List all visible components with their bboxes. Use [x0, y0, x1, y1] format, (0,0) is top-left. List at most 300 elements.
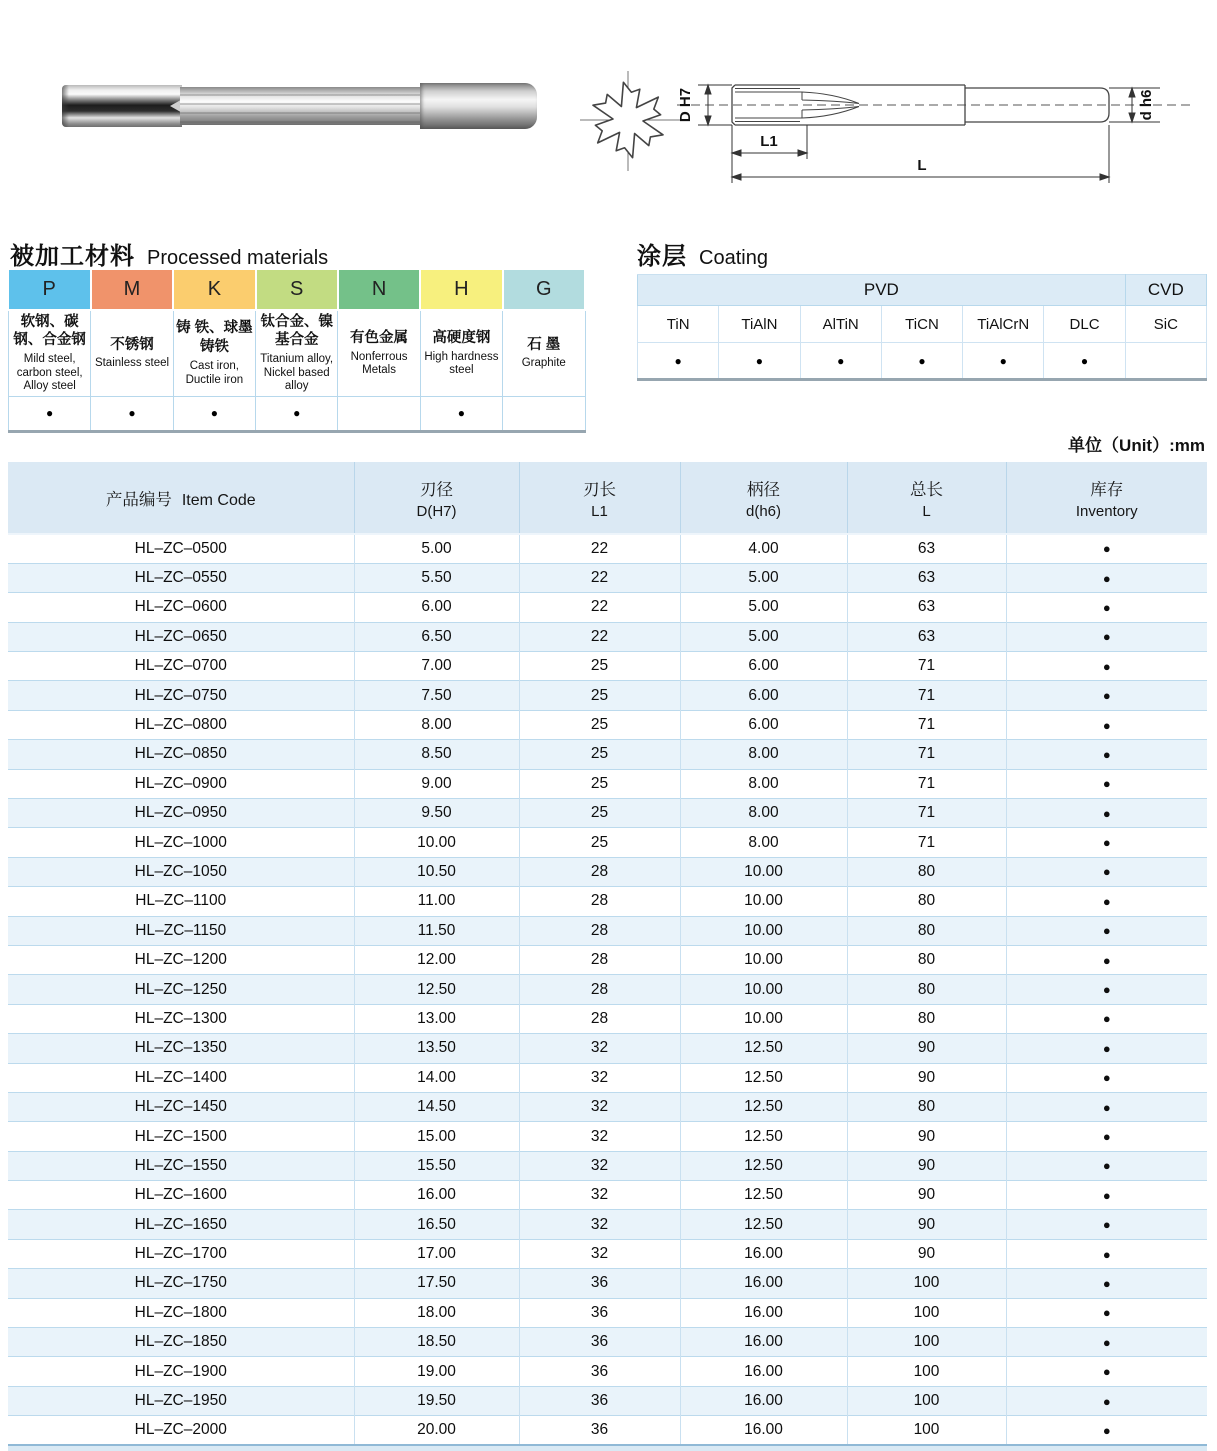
- material-desc-M: [91, 310, 173, 396]
- l-cell: 90: [847, 1239, 1006, 1268]
- l1-cell: 32: [519, 1034, 680, 1063]
- l-cell: 63: [847, 563, 1006, 592]
- d-h7-cell: 9.00: [354, 769, 519, 798]
- inventory-dot: ●: [1006, 799, 1207, 828]
- d-h7-cell: 7.00: [354, 652, 519, 681]
- d-h6-cell: 6.00: [680, 652, 847, 681]
- coating-section-title: [637, 236, 768, 271]
- table-row: [8, 1357, 1207, 1386]
- d-h6-cell: 10.00: [680, 1004, 847, 1033]
- l1-cell: 25: [519, 652, 680, 681]
- inventory-dot: ●: [1006, 593, 1207, 622]
- coating-name-row: [638, 306, 1207, 343]
- d-h7-cell: 9.50: [354, 799, 519, 828]
- l1-cell: 22: [519, 534, 680, 563]
- l-cell: 90: [847, 1122, 1006, 1151]
- l1-cell: 32: [519, 1151, 680, 1180]
- d-h7-cell: 15.00: [354, 1122, 519, 1151]
- d-h6-cell: 10.00: [680, 916, 847, 945]
- material-dot-S: ●: [256, 396, 338, 431]
- table-row: [8, 652, 1207, 681]
- d-h6-cell: 10.00: [680, 945, 847, 974]
- d-h6-cell: 5.00: [680, 622, 847, 651]
- coating-dot-TiCN: ●: [881, 343, 962, 380]
- column-header-l1: [519, 462, 680, 534]
- d-h6-cell: 10.00: [680, 975, 847, 1004]
- d-h6-cell: 16.00: [680, 1357, 847, 1386]
- coating-table: [637, 274, 1207, 381]
- table-row: [8, 593, 1207, 622]
- table-row: [8, 916, 1207, 945]
- d-h7-cell: 17.00: [354, 1239, 519, 1268]
- table-row: [8, 1092, 1207, 1121]
- l-cell: 90: [847, 1063, 1006, 1092]
- materials-header-row: [9, 270, 586, 310]
- coating-title-zh: 涂层: [637, 243, 687, 270]
- l-cell: 63: [847, 534, 1006, 563]
- coating-dot-TiN: ●: [638, 343, 719, 380]
- item-code-cell: HL–ZC–1300: [8, 1004, 354, 1033]
- table-row: [8, 563, 1207, 592]
- inventory-dot: ●: [1006, 1416, 1207, 1445]
- table-row: [8, 740, 1207, 769]
- l-cell: 80: [847, 1004, 1006, 1033]
- item-code-cell: HL–ZC–0850: [8, 740, 354, 769]
- d-h6-cell: 5.00: [680, 563, 847, 592]
- d-h7-cell: 20.00: [354, 1416, 519, 1445]
- item-code-cell: HL–ZC–1550: [8, 1151, 354, 1180]
- l-cell: 90: [847, 1034, 1006, 1063]
- materials-table: [8, 270, 586, 433]
- item-code-cell: HL–ZC–0800: [8, 710, 354, 739]
- material-dot-K: ●: [173, 396, 255, 431]
- coating-type-TiCN: TiCN: [881, 306, 962, 343]
- l1-cell: 36: [519, 1416, 680, 1445]
- d-h6-cell: 16.00: [680, 1298, 847, 1327]
- l-cell: 80: [847, 945, 1006, 974]
- table-row: [8, 828, 1207, 857]
- d-h7-cell: 12.50: [354, 975, 519, 1004]
- product-table-header-row: [8, 462, 1207, 534]
- coating-dot-AlTiN: ●: [800, 343, 881, 380]
- item-code-cell: HL–ZC–1800: [8, 1298, 354, 1327]
- inventory-dot: ●: [1006, 1092, 1207, 1121]
- table-row: [8, 1298, 1207, 1327]
- coating-group-PVD: PVD: [638, 275, 1126, 306]
- item-code-cell: HL–ZC–0650: [8, 622, 354, 651]
- cross-section-drawing: [578, 68, 682, 178]
- header-inventory-zh: 库存: [1090, 480, 1124, 499]
- column-header-item-code: [8, 462, 354, 534]
- d-h6-cell: 6.00: [680, 681, 847, 710]
- coating-title-en: Coating: [699, 247, 768, 269]
- d-h7-cell: 12.00: [354, 945, 519, 974]
- item-code-cell: HL–ZC–0500: [134, 539, 227, 557]
- item-code-cell: HL–ZC–0950: [8, 799, 354, 828]
- table-row: [8, 1122, 1207, 1151]
- materials-dot-row: [9, 396, 586, 431]
- d-h6-cell: 16.00: [680, 1239, 847, 1268]
- item-code-cell: HL–ZC–1400: [8, 1063, 354, 1092]
- d-h7-cell: 16.00: [354, 1181, 519, 1210]
- l1-cell: 32: [519, 1122, 680, 1151]
- l1-cell: 28: [519, 945, 680, 974]
- inventory-dot: ●: [1006, 1122, 1207, 1151]
- material-name-zh: 石 墨: [527, 336, 561, 353]
- coating-type-TiN: TiN: [638, 306, 719, 343]
- dim-label-total-length: L: [917, 157, 927, 174]
- d-h7-cell: 11.00: [354, 887, 519, 916]
- l1-cell: 28: [519, 857, 680, 886]
- table-row: [8, 857, 1207, 886]
- inventory-dot: ●: [1006, 1181, 1207, 1210]
- column-header-inventory: [1006, 462, 1207, 534]
- table-row: [8, 1034, 1207, 1063]
- inventory-dot: ●: [1006, 534, 1207, 563]
- inventory-dot: ●: [1006, 681, 1207, 710]
- l1-cell: 25: [519, 681, 680, 710]
- d-h6-cell: 16.00: [680, 1328, 847, 1357]
- material-name-zh: 不锈钢: [110, 336, 154, 353]
- l1-cell: 36: [519, 1357, 680, 1386]
- coating-type-SiC: SiC: [1125, 306, 1206, 343]
- l-cell: 71: [847, 828, 1006, 857]
- material-dot-G: [503, 396, 585, 431]
- l-cell: 90: [847, 1181, 1006, 1210]
- inventory-dot: ●: [1006, 916, 1207, 945]
- item-code-cell: HL–ZC–0900: [8, 769, 354, 798]
- inventory-dot: ●: [1006, 740, 1207, 769]
- l1-cell: 28: [519, 887, 680, 916]
- l1-cell: 32: [519, 1063, 680, 1092]
- l-cell: 80: [847, 975, 1006, 1004]
- d-h7-cell: 7.50: [354, 681, 519, 710]
- materials-section-title: [10, 236, 328, 271]
- materials-title-en: Processed materials: [147, 247, 329, 269]
- material-name-en: Cast iron, Ductile iron: [185, 360, 244, 386]
- inventory-dot: ●: [1006, 1357, 1207, 1386]
- d-h7-cell: 13.50: [354, 1034, 519, 1063]
- material-class-P: P: [9, 270, 91, 310]
- l1-cell: 32: [519, 1210, 680, 1239]
- d-h6-cell: 10.00: [680, 857, 847, 886]
- header-inventory-en: Inventory: [1075, 502, 1138, 520]
- d-h7-cell: 10.00: [354, 828, 519, 857]
- column-header-d-h7: [354, 462, 519, 534]
- l-cell: 71: [847, 681, 1006, 710]
- d-h6-cell: 12.50: [680, 1210, 847, 1239]
- d-h6-cell: 12.50: [680, 1122, 847, 1151]
- table-row: [8, 887, 1207, 916]
- header-dh6-en: d(h6): [745, 502, 782, 520]
- item-code-cell: HL–ZC–1650: [8, 1210, 354, 1239]
- l-cell: 63: [847, 593, 1006, 622]
- material-class-H: H: [420, 270, 502, 310]
- d-h7-cell: 5.50: [354, 563, 519, 592]
- inventory-dot: ●: [1006, 828, 1207, 857]
- inventory-dot: ●: [1006, 1210, 1207, 1239]
- header-item-code-zh: 产品编号: [105, 490, 172, 509]
- d-h7-cell: 15.50: [354, 1151, 519, 1180]
- material-desc-H: [420, 310, 502, 396]
- l-cell: 80: [847, 1092, 1006, 1121]
- reamer-shank: [420, 83, 537, 129]
- l-cell: 100: [847, 1386, 1006, 1415]
- column-header-d-h6: [680, 462, 847, 534]
- inventory-dot: ●: [1006, 1063, 1207, 1092]
- material-class-S: S: [256, 270, 338, 310]
- inventory-dot: ●: [1006, 769, 1207, 798]
- item-code-cell: HL–ZC–1850: [8, 1328, 354, 1357]
- material-class-N: N: [338, 270, 420, 310]
- inventory-dot: ●: [1006, 1034, 1207, 1063]
- table-row: [8, 1416, 1207, 1445]
- l1-cell: 25: [519, 740, 680, 769]
- material-name-en: High hardness steel: [424, 350, 499, 377]
- inventory-dot: ●: [1006, 1328, 1207, 1357]
- table-row: [8, 799, 1207, 828]
- material-name-zh: 有色金属: [350, 329, 409, 346]
- table-row: [8, 945, 1207, 974]
- item-code-cell: HL–ZC–1250: [8, 975, 354, 1004]
- inventory-dot: ●: [1006, 975, 1207, 1004]
- d-h7-cell: 11.50: [354, 916, 519, 945]
- table-row: [8, 1004, 1207, 1033]
- l1-cell: 36: [519, 1328, 680, 1357]
- inventory-dot: ●: [1006, 1004, 1207, 1033]
- reamer-flute-head: [62, 85, 182, 127]
- inventory-dot: ●: [1006, 1298, 1207, 1327]
- item-code-cell: HL–ZC–1750: [8, 1269, 354, 1298]
- table-row: [8, 769, 1207, 798]
- material-class-G: G: [503, 270, 585, 310]
- coating-type-AlTiN: AlTiN: [800, 306, 881, 343]
- l1-cell: 32: [519, 1239, 680, 1268]
- table-row: [8, 622, 1207, 651]
- material-desc-K: [173, 310, 255, 396]
- d-h6-cell: 6.00: [680, 710, 847, 739]
- reamer-photo: [62, 80, 540, 132]
- item-code-cell: HL–ZC–1950: [8, 1386, 354, 1415]
- table-row: [8, 681, 1207, 710]
- material-dot-M: ●: [91, 396, 173, 431]
- dimension-drawing: [672, 55, 1212, 205]
- d-h7-cell: 16.50: [354, 1210, 519, 1239]
- item-code-cell: HL–ZC–1200: [8, 945, 354, 974]
- materials-desc-row: [9, 310, 586, 396]
- table-bottom-strip: [8, 1446, 1207, 1451]
- inventory-dot: ●: [1006, 1239, 1207, 1268]
- d-h6-cell: 12.50: [680, 1181, 847, 1210]
- material-dot-H: ●: [420, 396, 502, 431]
- material-desc-P: [9, 310, 91, 396]
- item-code-cell: HL–ZC–1500: [8, 1122, 354, 1151]
- table-row: [8, 1210, 1207, 1239]
- l1-cell: 36: [519, 1269, 680, 1298]
- inventory-dot: ●: [1006, 945, 1207, 974]
- inventory-dot: ●: [1006, 563, 1207, 592]
- d-h6-cell: 16.00: [680, 1386, 847, 1415]
- material-class-K: K: [173, 270, 255, 310]
- d-h7-cell: 18.00: [354, 1298, 519, 1327]
- inventory-dot: ●: [1006, 1269, 1207, 1298]
- table-row: [8, 1328, 1207, 1357]
- table-row: [8, 1063, 1207, 1092]
- d-h6-cell: 16.00: [680, 1269, 847, 1298]
- d-h6-cell: 5.00: [680, 593, 847, 622]
- coating-dot-SiC: [1125, 343, 1206, 380]
- item-code-cell: HL–ZC–1150: [8, 916, 354, 945]
- materials-title-zh: 被加工材料: [10, 243, 135, 270]
- l1-cell: 22: [519, 563, 680, 592]
- l-cell: 90: [847, 1210, 1006, 1239]
- item-code-cell: HL–ZC–1050: [8, 857, 354, 886]
- d-h6-cell: 12.50: [680, 1034, 847, 1063]
- d-h6-cell: 8.00: [680, 799, 847, 828]
- header-d-zh: 刃径: [420, 480, 453, 499]
- reamer-body: [180, 87, 422, 125]
- item-code-cell: HL–ZC–0750: [8, 681, 354, 710]
- header-l-zh: 总长: [910, 480, 943, 499]
- d-h7-cell: 14.00: [354, 1063, 519, 1092]
- l-cell: 100: [847, 1298, 1006, 1327]
- l1-cell: 36: [519, 1386, 680, 1415]
- l-cell: 100: [847, 1328, 1006, 1357]
- d-h6-cell: 16.00: [680, 1416, 847, 1445]
- item-code-cell: HL–ZC–0600: [8, 593, 354, 622]
- item-code-cell: HL–ZC–1350: [8, 1034, 354, 1063]
- material-dot-P: ●: [9, 396, 91, 431]
- header-d-en: D(H7): [416, 502, 457, 520]
- l1-cell: 32: [519, 1181, 680, 1210]
- l-cell: 71: [847, 652, 1006, 681]
- dim-label-diameter: D H7: [677, 87, 694, 123]
- inventory-dot: ●: [1006, 1151, 1207, 1180]
- item-code-cell: HL–ZC–0550: [8, 563, 354, 592]
- material-desc-S: [256, 310, 338, 396]
- item-code-cell: HL–ZC–1450: [8, 1092, 354, 1121]
- coating-dot-TiAlCrN: ●: [963, 343, 1044, 380]
- d-h6-cell: 12.50: [680, 1151, 847, 1180]
- coating-type-DLC: DLC: [1044, 306, 1125, 343]
- header-item-code-en: Item Code: [181, 491, 256, 509]
- l-cell: 71: [847, 769, 1006, 798]
- coating-group-CVD: CVD: [1125, 275, 1206, 306]
- l-cell: 90: [847, 1151, 1006, 1180]
- material-name-zh: 钛合金、镍基合金: [260, 313, 333, 349]
- coating-dot-TiAlN: ●: [719, 343, 800, 380]
- item-code-cell: HL–ZC–0700: [8, 652, 354, 681]
- item-code-cell: HL–ZC–1100: [8, 887, 354, 916]
- table-row: [8, 710, 1207, 739]
- d-h7-cell: 14.50: [354, 1092, 519, 1121]
- d-h7-cell: 8.00: [354, 710, 519, 739]
- inventory-dot: ●: [1006, 652, 1207, 681]
- inventory-dot: ●: [1006, 710, 1207, 739]
- dim-label-flute-length: L1: [760, 133, 778, 150]
- d-h6-cell: 12.50: [680, 1063, 847, 1092]
- l-cell: 80: [847, 857, 1006, 886]
- l1-cell: 22: [519, 593, 680, 622]
- l1-cell: 25: [519, 769, 680, 798]
- header-l1-en: L1: [591, 502, 608, 520]
- material-dot-N: [338, 396, 420, 431]
- d-h7-cell: 19.00: [354, 1357, 519, 1386]
- coating-dot-row: [638, 343, 1207, 380]
- material-name-zh: 软钢、碳钢、合金钢: [13, 313, 86, 349]
- l-cell: 100: [847, 1269, 1006, 1298]
- table-row: [8, 1239, 1207, 1268]
- l1-cell: 25: [519, 828, 680, 857]
- dim-label-shank-diameter: d h6: [1138, 89, 1155, 121]
- material-name-zh: 高硬度钢: [432, 329, 491, 346]
- table-row: [8, 534, 1207, 563]
- d-h7-cell: 8.50: [354, 740, 519, 769]
- material-name-zh: 铸 铁、球墨铸铁: [176, 320, 253, 356]
- material-desc-G: [503, 310, 585, 396]
- inventory-dot: ●: [1006, 1386, 1207, 1415]
- l-cell: 71: [847, 710, 1006, 739]
- l1-cell: 25: [519, 799, 680, 828]
- d-h7-cell: 6.50: [354, 622, 519, 651]
- material-desc-N: [338, 310, 420, 396]
- item-code-cell: HL–ZC–2000: [8, 1416, 354, 1445]
- l1-cell: 36: [519, 1298, 680, 1327]
- inventory-dot: ●: [1006, 887, 1207, 916]
- table-row: [8, 1386, 1207, 1415]
- d-h7-cell: 6.00: [354, 593, 519, 622]
- l-cell: 63: [847, 622, 1006, 651]
- l1-cell: 28: [519, 916, 680, 945]
- item-code-cell: HL–ZC–1000: [8, 828, 354, 857]
- d-h7-cell: 17.50: [354, 1269, 519, 1298]
- l1-cell: 28: [519, 1004, 680, 1033]
- item-code-cell: HL–ZC–1600: [8, 1181, 354, 1210]
- table-row: [8, 1151, 1207, 1180]
- table-row: [8, 975, 1207, 1004]
- d-h6-cell: 10.00: [680, 887, 847, 916]
- d-h6-cell: 4.00: [680, 534, 847, 563]
- inventory-dot: ●: [1006, 857, 1207, 886]
- table-row: [8, 1269, 1207, 1298]
- column-header-l: [847, 462, 1006, 534]
- product-table-body: [8, 534, 1207, 1445]
- item-code-cell: HL–ZC–1700: [8, 1239, 354, 1268]
- item-code-cell: HL–ZC–1900: [8, 1357, 354, 1386]
- coating-type-TiAlN: TiAlN: [719, 306, 800, 343]
- d-h7-cell: 19.50: [354, 1386, 519, 1415]
- material-name-en: Titanium alloy, Nickel based alloy: [260, 353, 334, 393]
- coating-group-row: [638, 275, 1207, 306]
- l-cell: 80: [847, 887, 1006, 916]
- d-h6-cell: 8.00: [680, 740, 847, 769]
- material-name-en: Graphite: [521, 357, 566, 370]
- table-row: [8, 1181, 1207, 1210]
- material-name-en: Nonferrous Metals: [350, 350, 408, 377]
- l1-cell: 28: [519, 975, 680, 1004]
- d-h6-cell: 8.00: [680, 828, 847, 857]
- d-h7-cell: 13.00: [354, 1004, 519, 1033]
- header-l-en: L: [922, 502, 931, 520]
- material-name-en: Mild steel, carbon steel, Alloy steel: [16, 353, 83, 393]
- l-cell: 71: [847, 740, 1006, 769]
- d-h6-cell: 8.00: [680, 769, 847, 798]
- header-l1-zh: 刃长: [583, 480, 616, 499]
- l1-cell: 22: [519, 622, 680, 651]
- d-h6-cell: 12.50: [680, 1092, 847, 1121]
- l1-cell: 32: [519, 1092, 680, 1121]
- l-cell: 100: [847, 1357, 1006, 1386]
